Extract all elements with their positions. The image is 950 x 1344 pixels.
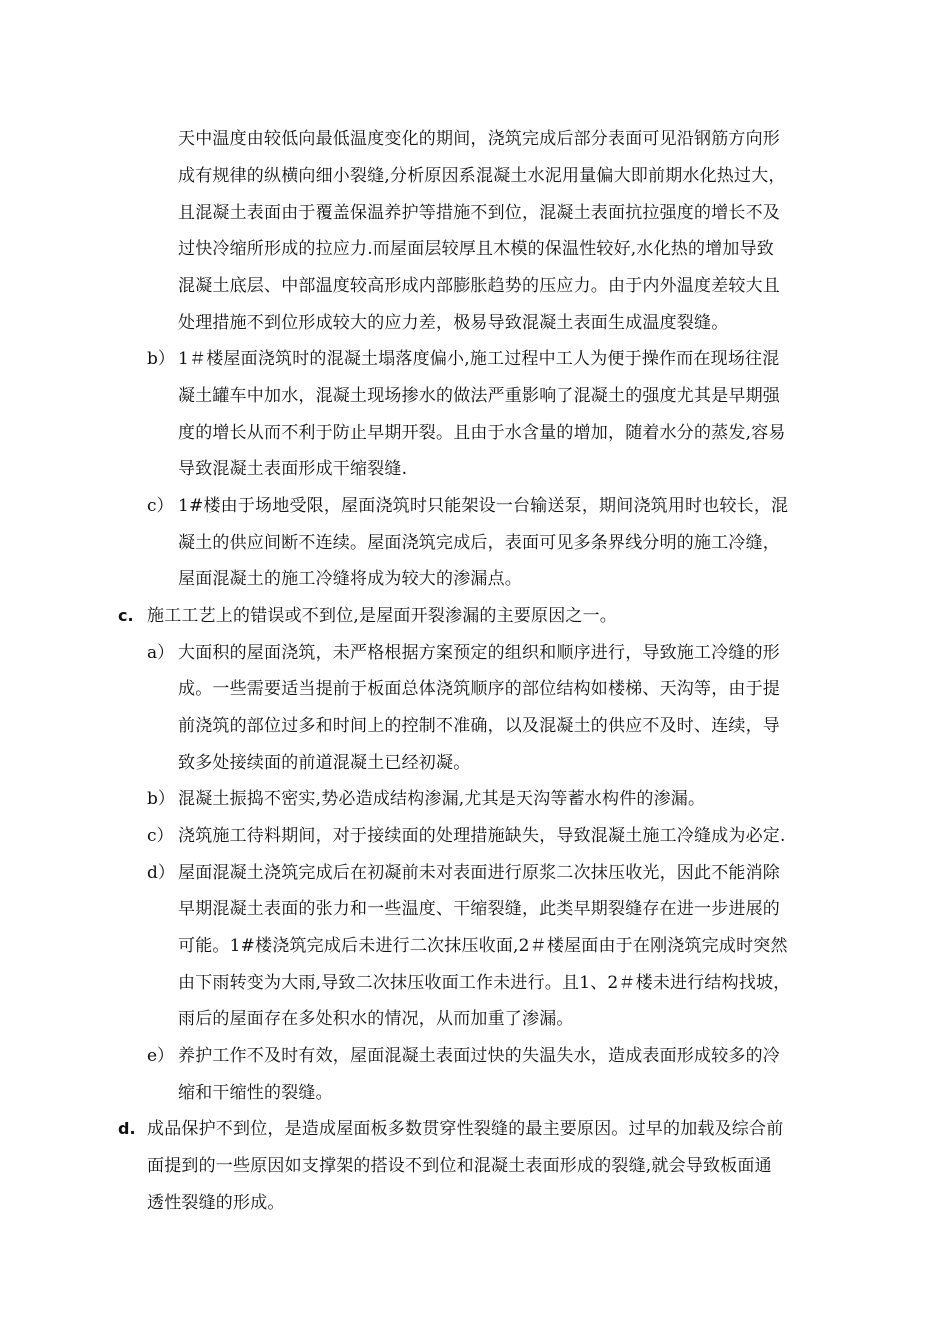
section-marker: c. [118,606,134,625]
text-line: 过快冷缩所形成的拉应力.而屋面层较厚且木模的保温性较好,水化热的增加导致 [178,239,775,259]
text-line: 早期混凝土表面的张力和一些温度、干缩裂缝，此类早期裂缝存在进一步进展的 [178,899,780,919]
text-line: 浇筑施工待料期间，对于接续面的处理措施缺失，导致混凝土施工冷缝成为必定. [178,826,786,846]
list-marker: c） [147,496,174,516]
text-line: 面提到的一些原因如支撑架的搭设不到位和混凝土表面形成的裂缝,就会导致板面通 [147,1156,772,1176]
list-marker: a） [147,643,175,663]
section-marker: d. [118,1119,136,1138]
text-line: 雨后的屋面存在多处积水的情况，从而加重了渗漏。 [178,1009,574,1029]
text-line: 1#楼由于场地受限，屋面浇筑时只能架设一台输送泵，期间浇筑用时也较长，混 [178,496,789,516]
text-line: 可能。1#楼浇筑完成后未进行二次抹压收面,2＃楼屋面由于在刚浇筑完成时突然 [178,936,788,956]
text-line: 透性裂缝的形成。 [147,1193,285,1213]
text-line: 导致混凝土表面形成干缩裂缝. [178,459,408,479]
text-line: 成有规律的纵横向细小裂缝,分析原因系混凝土水泥用量偏大即前期水化热过大， [178,166,786,186]
text-line: 由下雨转变为大雨,导致二次抹压收面工作未进行。且1、2＃楼未进行结构找坡， [178,973,791,993]
list-marker: d） [147,863,175,883]
list-marker: c） [147,826,174,846]
text-line: 天中温度由较低向最低温度变化的期间，浇筑完成后部分表面可见沿钢筋方向形 [178,129,780,149]
text-line: 致多处接续面的前道混凝土已经初凝。 [178,753,471,773]
text-line: 且混凝土表面由于覆盖保温养护等措施不到位，混凝土表面抗拉强度的增长不及 [178,203,780,223]
text-line: 1＃楼屋面浇筑时的混凝土塌落度偏小,施工过程中工人为便于操作而在现场往混 [178,349,780,369]
section-heading: 施工工艺上的错误或不到位,是屋面开裂渗漏的主要原因之一。 [147,606,618,626]
list-marker: b） [147,349,175,369]
text-line: 成。一些需要适当提前于板面总体浇筑顺序的部位结构如楼梯、天沟等，由于提 [178,679,780,699]
text-line: 成品保护不到位，是造成屋面板多数贯穿性裂缝的最主要原因。过早的加载及综合前 [147,1119,784,1139]
text-line: 缩和干缩性的裂缝。 [178,1083,333,1103]
text-line: 屋面混凝土浇筑完成后在初凝前未对表面进行原浆二次抹压收光，因此不能消除 [178,863,780,883]
text-line: 屋面混凝土的施工冷缝将成为较大的渗漏点。 [178,569,522,589]
text-line: 凝土的供应间断不连续。屋面浇筑完成后，表面可见多条界线分明的施工冷缝， [178,533,780,553]
text-line: 混凝土振捣不密实,势必造成结构渗漏,尤其是天沟等蓄水构件的渗漏。 [178,789,706,809]
text-line: 凝土罐车中加水，混凝土现场掺水的做法严重影响了混凝土的强度尤其是早期强 [178,386,780,406]
text-line: 处理措施不到位形成较大的应力差，极易导致混凝土表面生成温度裂缝。 [178,313,729,333]
text-line: 养护工作不及时有效，屋面混凝土表面过快的失温失水，造成表面形成较多的冷 [178,1046,780,1066]
text-line: 大面积的屋面浇筑，未严格根据方案预定的组织和顺序进行，导致施工冷缝的形 [178,643,780,663]
text-line: 度的增长从而不利于防止早期开裂。且由于水含量的增加，随着水分的蒸发,容易 [178,423,786,443]
text-line: 混凝土底层、中部温度较高形成内部膨胀趋势的压应力。由于内外温度差较大且 [178,276,780,296]
list-marker: e） [147,1046,175,1066]
text-line: 前浇筑的部位过多和时间上的控制不准确，以及混凝土的供应不及时、连续，导 [178,716,780,736]
list-marker: b） [147,789,175,809]
